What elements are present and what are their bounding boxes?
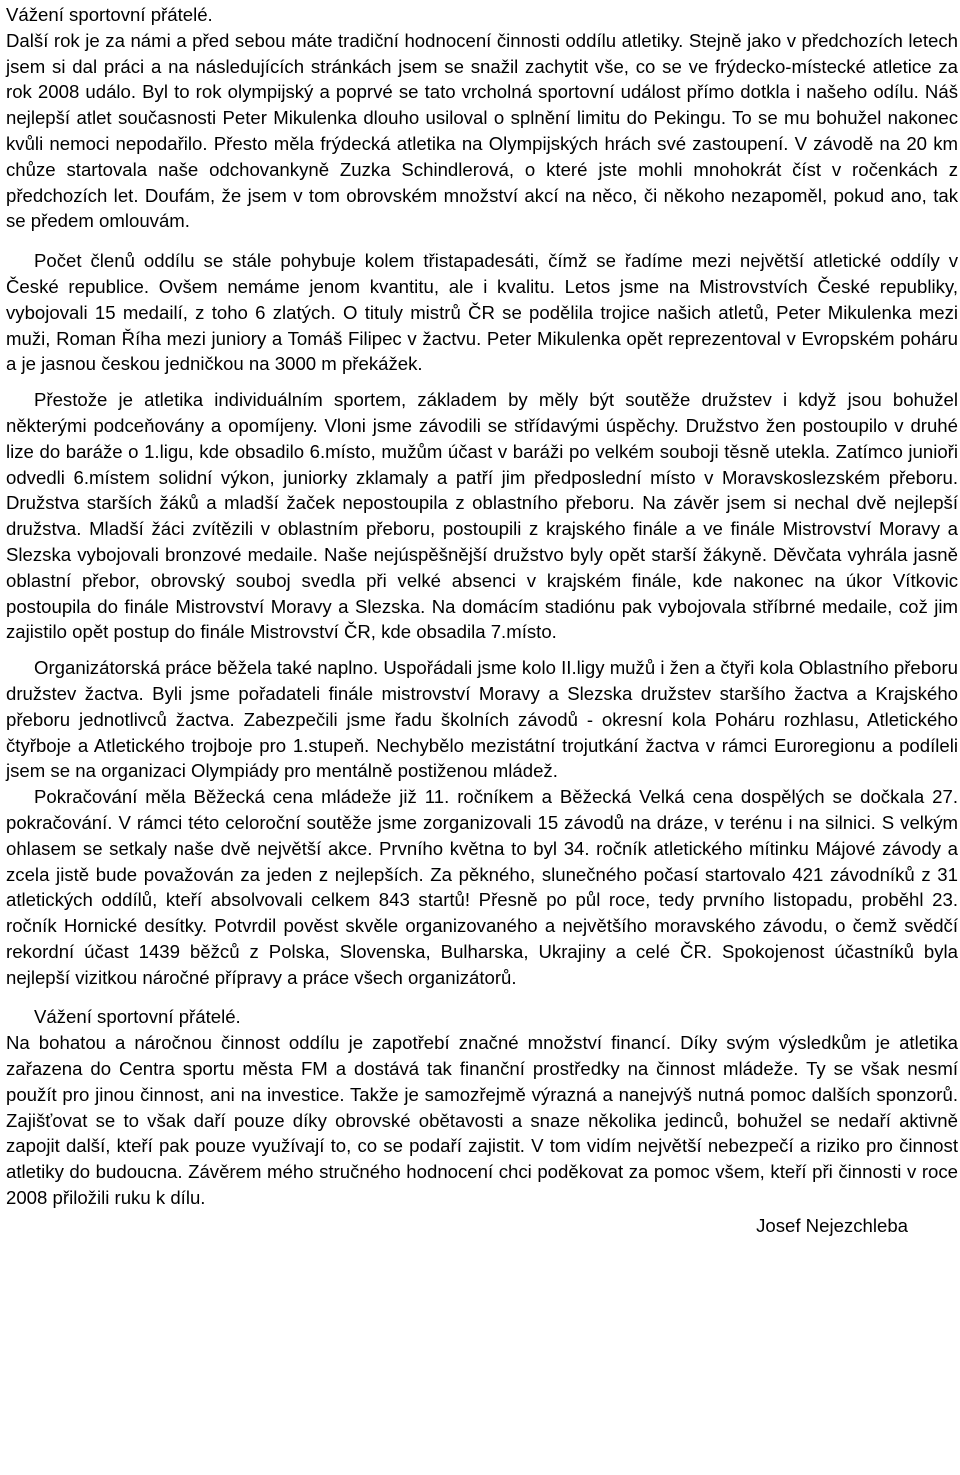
paragraph-intro: Další rok je za námi a před sebou máte tradiční hodnocení činnosti oddílu atletiky. Stejně jako v předchozích letech jsem si dal práci a na následujících stránkách jsem se snažil zachytit vše, co se ve frýdecko-místecké atletice za rok 2008 událo. Byl to rok olympijský a poprvé se tato vrcholná sportovní událost přímo dotkla i našeho odílu. Náš nejlepší atlet současnosti Peter Mikulenka dlouho usiloval o splnění limitu do Pekingu. To se mu bohužel nakonec kvůli nemoci nepodařilo. Přesto měla frýdecká atletika na Olympijských hrách své zastoupení. V závodě na 20 km chůze startovala naše odchovankyně Zuzka Schindlerová, o které jste mohli mnohokrát číst v ročenkách z předchozích let. Doufám, že jsem v tom obrovském množství akcí na něco, či někoho nezapoměl, pokud ano, tak se předem omlouvám. bbox=[6, 29, 958, 232]
signature: Josef Nejezchleba bbox=[756, 1214, 908, 1236]
closing-greeting: Vážení sportovní přátelé. bbox=[34, 1006, 241, 1028]
paragraph-members: Počet členů oddílu se stále pohybuje kolem třistapadesáti, čímž se řadíme mezi největší atletické oddíly v České republice. Ovšem nemáme jenom kvantitu, ale i kvalitu. Letos jsme na Mistrovstvích České republiky, vybojovali 15 medailí, z toho 6 zlatých. O tituly mistrů ČR se podělila trojice našich atletů, Peter Mikulenka mezi muži, Roman Říha mezi juniory a Tomáš Filipec v žactvu. Peter Mikulenka opět reprezentoval v Evropském poháru a je jasnou českou jedničkou na 3000 m překážek. bbox=[6, 250, 958, 375]
paragraph-teams: Přestože je atletika individuálním sportem, základem by měly být soutěže družstev i když jsou bohužel některými podceňovány a opomíjeny. Vloni jsme závodili se střídavými úspěchy. Družstvo žen postoupilo v druhé lize do baráže o 1.ligu, kde obsadilo 6.místo, mužům účast v baráži po velkém souboji těsně utekla. Zatímco junioři odvedli 6.místem solidní výkon, juniorky zklamaly a patří jim předposlední místo v Moravskoslezském přeboru. Družstva starších žáků a mladší žaček nepostoupila z oblastního přeboru. Na závěr jsem si nechal dvě nejlepší družstva. Mladší žáci zvítězili v oblastním přeboru, postoupili z krajského finále a ve finále Mistrovství Moravy a Slezska vybojovali bronzové medaile. Naše nejúspěšnější družstvo byly opět starší žákyně. Děvčata vyhrála jasně oblastní přebor, obrovský souboj svedla při velké absenci v krajském finále, kde nakonec na úkor Vítkovic postoupila do finále Mistrovství Moravy a Slezska. Na domácím stadiónu pak vybojovala stříbrné medaile, což jim zajistilo opět postup do finále Mistrovství ČR, kde obsadila 7.místo. bbox=[6, 389, 958, 643]
letter-document bbox=[6, 2, 958, 1239]
paragraph-organization: Organizátorská práce běžela také naplno. Uspořádali jsme kolo II.ligy mužů i žen a čtyři kola Oblastního přeboru družstev žactva. Byli jsme pořadateli finále mistrovství Moravy a Slezska družstev staršího žactva a Krajského přeboru jednotlivců žactva. Zabezpečili jsme řadu školních závodů - okresní kola Poháru rozhlasu, Atletického čtyřboje a Atletického trojboje pro 1.stupeň. Nechybělo mezistátní trojutkání žactva v rámci Euroregionu a podíleli jsem se na organizaci Olympiády pro mentálně postiženou mládež. bbox=[6, 657, 958, 782]
paragraph-races: Pokračování měla Běžecká cena mládeže již 11. ročníkem a Běžecká Velká cena dospělých se dočkala 27. pokračování. V rámci této celoroční soutěže jsme zorganizovali 15 závodů na dráze, v terénu i na silnici. S velkým ohlasem se setkaly naše dvě největší akce. Prvního května to byl 34. ročník atletického mítinku Májové závody a zcela jistě bude považován za jeden z nejlepších. Za pěkného, slunečného počasí startovalo 421 závodníků z 31 atletických oddílů, kteří absolvovali celkem 843 startů! Přesně po půl roce, tedy prvního listopadu, proběhl 23. ročník Hornické desítky. Potvrdil pověst skvěle organizovaného a největšího moravského závodu, o čemž svědčí rekordní účast 1439 běžců z Polska, Slovenska, Bulharska, Ukrajiny a celé ČR. Spokojenost účastníků byla nejlepší vizitkou náročné přípravy a práce všech organizátorů. bbox=[6, 786, 958, 988]
paragraph-finances: Na bohatou a náročnou činnost oddílu je zapotřebí značné množství financí. Díky svým výsledkům je atletika zařazena do Centra sportu města FM a dostává tak finanční prostředky na činnost mládeže. Ty se však nesmí použít pro jinou činnost, ani na investice. Takže je samozřejmě výrazná a nanejvýš nutná pomoc dalších sponzorů. Zajišťovat se to však daří pouze díky obrovské obětavosti a snaze několika jedinců, bohužel se nedaří aktivně zapojit další, kteří pak pouze využívají to, co se podaří zajistit. V tom vidím největší nebezpečí a riziko pro činnost atletiky do budoucna. Závěrem mého stručného hodnocení chci poděkovat za pomoc všem, kteří při činnosti v roce 2008 přiložili ruku k dílu. bbox=[6, 1032, 958, 1209]
greeting: Vážení sportovní přátelé. bbox=[6, 4, 213, 25]
